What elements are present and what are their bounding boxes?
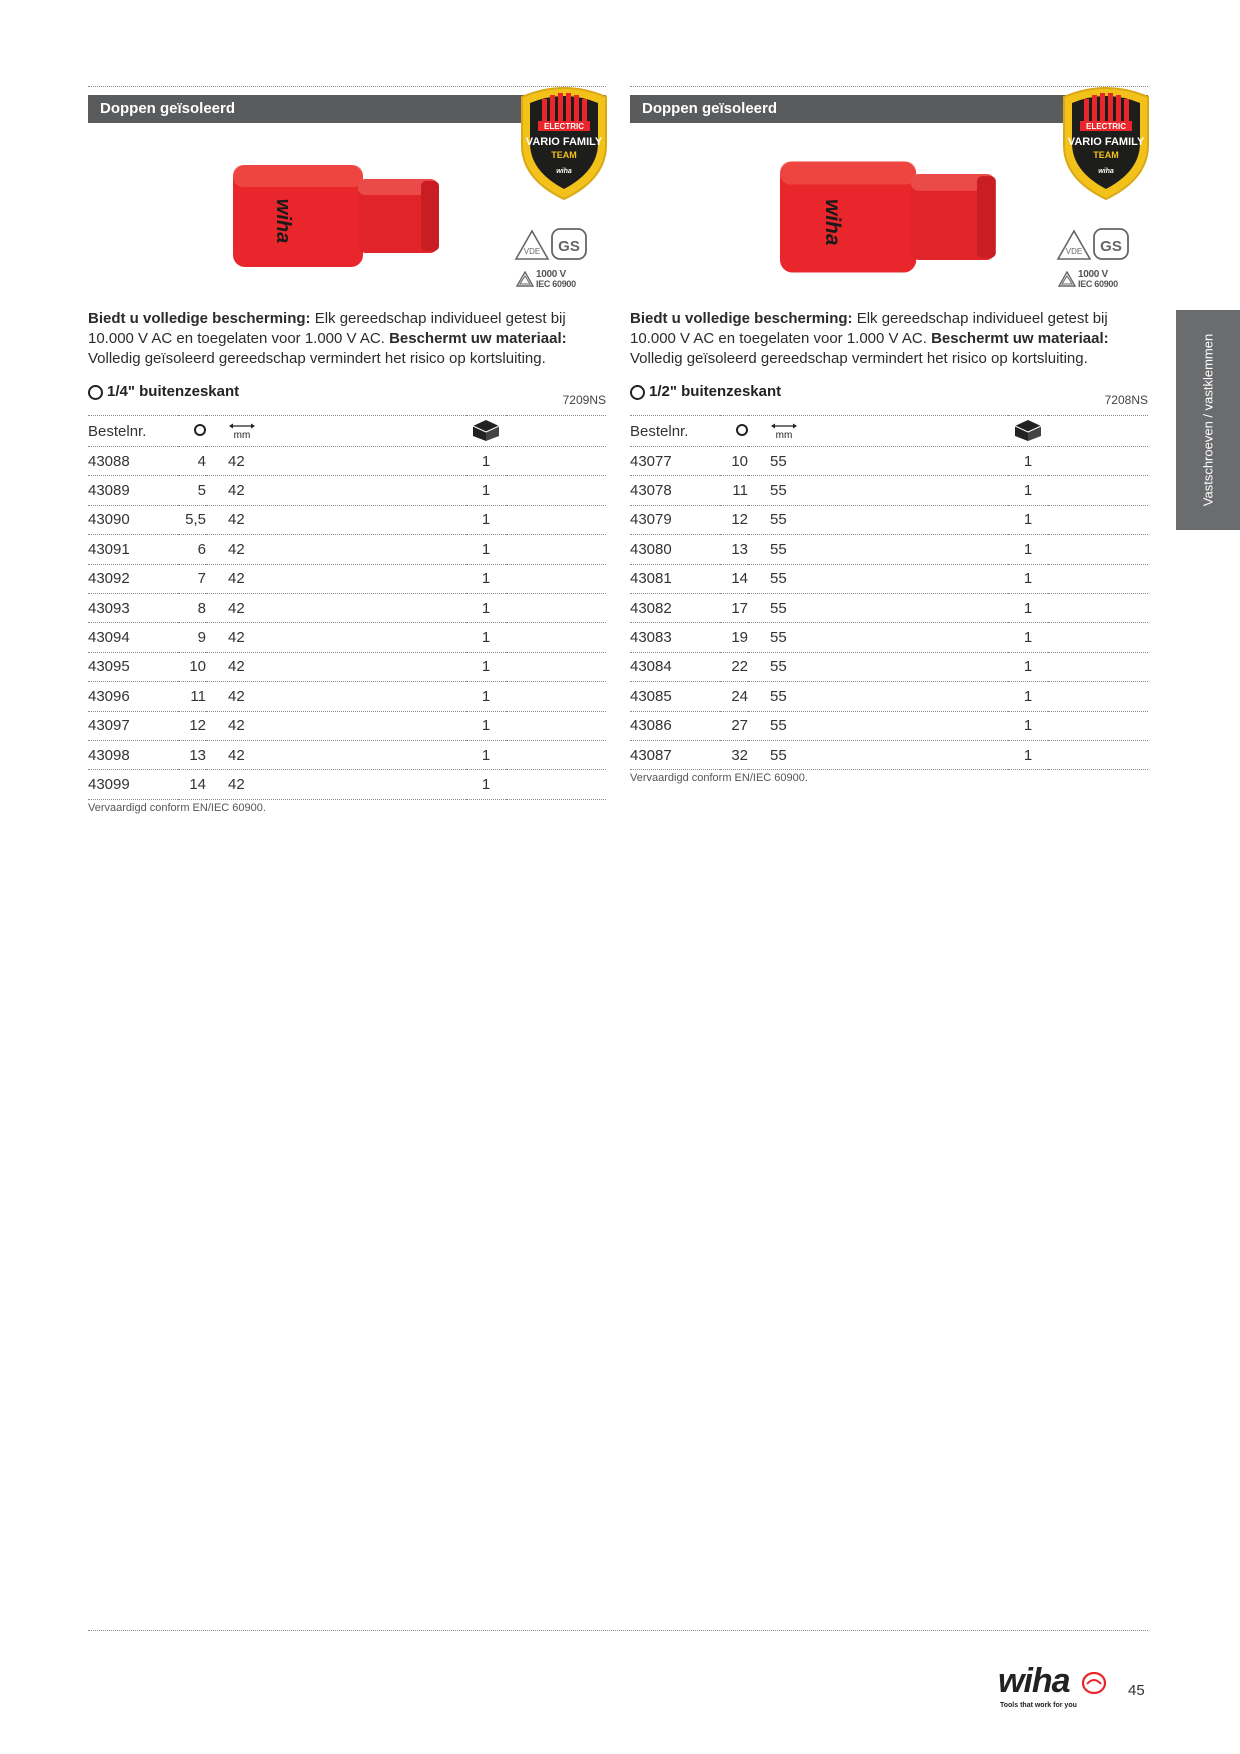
socket-size-icon	[194, 424, 206, 436]
socket-brand-text: wiha	[821, 198, 845, 246]
table-row: 43094 9 42 1	[88, 623, 606, 652]
order-number-header: Bestelnr.	[630, 416, 720, 447]
table-row: 43086 27 55 1	[630, 711, 1148, 740]
logo-tagline: Tools that work for you	[1000, 1702, 1077, 1709]
insulated-socket-image	[233, 161, 443, 271]
order-table	[630, 415, 1148, 770]
svg-text:wiha: wiha	[1098, 168, 1114, 175]
table-row: 43085 24 55 1	[630, 682, 1148, 711]
svg-text:GS: GS	[558, 238, 580, 255]
electric-vario-family-team-badge	[1054, 83, 1158, 203]
table-row: 43096 11 42 1	[88, 682, 606, 711]
table-row: 43095 10 42 1	[88, 652, 606, 681]
svg-text:TEAM: TEAM	[1093, 150, 1119, 160]
pack-header	[1008, 416, 1048, 447]
socket-size-icon	[736, 424, 748, 436]
table-row: 43081 14 55 1	[630, 564, 1148, 593]
table-row: 43092 7 42 1	[88, 564, 606, 593]
insulated-socket-image	[780, 157, 1000, 277]
table-header-row	[88, 416, 606, 447]
socket-circle-icon	[630, 385, 645, 400]
order-table	[88, 415, 606, 800]
variant-title: 1/2" buitenzeskant	[649, 383, 782, 400]
svg-text:VARIO FAMILY: VARIO FAMILY	[525, 136, 603, 148]
section-header: Doppen geïsoleerd	[630, 95, 1148, 123]
section-header: Doppen geïsoleerd	[88, 95, 606, 123]
right-column	[630, 86, 1148, 784]
svg-text:ELECTRIC: ELECTRIC	[1086, 122, 1126, 131]
voltage-triangle-icon	[516, 271, 534, 287]
svg-text:wiha: wiha	[556, 168, 572, 175]
table-row: 43083 19 55 1	[630, 623, 1148, 652]
vde-gs-icon	[1054, 223, 1132, 269]
variant-title: 1/4" buitenzeskant	[107, 383, 240, 400]
table-row: 43078 11 55 1	[630, 476, 1148, 505]
wiha-logo	[998, 1662, 1110, 1716]
logo-emblem-icon	[1082, 1672, 1106, 1694]
package-box-icon	[1011, 416, 1045, 442]
svg-text:VDE: VDE	[523, 247, 541, 256]
length-header	[206, 416, 466, 447]
table-row: 43098 13 42 1	[88, 740, 606, 769]
certification-marks: VDE GS 1000 V IEC 60900	[512, 223, 590, 291]
chapter-side-tab	[1176, 310, 1240, 530]
svg-text:GS: GS	[1100, 238, 1122, 255]
table-row: 43090 5,5 42 1	[88, 505, 606, 534]
table-row: 43099 14 42 1	[88, 770, 606, 799]
socket-brand-text: wiha	[272, 198, 294, 244]
size-header	[720, 416, 748, 447]
length-header	[748, 416, 1008, 447]
variant-subheading	[630, 381, 1148, 415]
table-header-row	[630, 416, 1148, 447]
article-code: 7208NS	[1104, 393, 1148, 407]
length-arrow-icon	[770, 422, 798, 440]
svg-text:mm: mm	[233, 430, 251, 441]
certification-marks: VDE GS 1000 V IEC 60900	[1054, 223, 1132, 291]
variant-subheading	[88, 381, 606, 415]
product-description: Biedt u volledige bescherming: Elk gereedschap individueel getest bij 10.000 V AC en toegelaten voor 1.000 V AC. Beschermt uw materiaal: Volledig geïsoleerd gereedschap vermindert het risico op kortsluiting.	[630, 310, 1109, 367]
pack-header	[466, 416, 506, 447]
chapter-label: Vastschroeven / vastklemmen	[1200, 333, 1216, 507]
article-code: 7209NS	[562, 393, 606, 407]
table-row: 43093 8 42 1	[88, 593, 606, 622]
bottom-divider	[88, 1630, 1148, 1631]
electric-vario-family-team-badge	[512, 83, 616, 203]
page-number: 45	[1128, 1682, 1145, 1699]
product-photo	[630, 123, 1148, 303]
table-row: 43087 32 55 1	[630, 740, 1148, 769]
length-arrow-icon	[228, 422, 256, 440]
svg-text:VARIO FAMILY: VARIO FAMILY	[1067, 136, 1145, 148]
product-description: Biedt u volledige bescherming: Elk gereedschap individueel getest bij 10.000 V AC en toegelaten voor 1.000 V AC. Beschermt uw materiaal: Volledig geïsoleerd gereedschap vermindert het risico op kortsluiting.	[88, 310, 567, 367]
table-row: 43079 12 55 1	[630, 505, 1148, 534]
package-box-icon	[469, 416, 503, 442]
svg-text:ELECTRIC: ELECTRIC	[544, 122, 584, 131]
table-row: 43091 6 42 1	[88, 535, 606, 564]
table-row: 43080 13 55 1	[630, 535, 1148, 564]
voltage-triangle-icon	[1058, 271, 1076, 287]
svg-text:mm: mm	[775, 430, 793, 441]
table-row: 43084 22 55 1	[630, 652, 1148, 681]
vde-gs-icon	[512, 223, 590, 269]
table-row: 43089 5 42 1	[88, 476, 606, 505]
svg-text:TEAM: TEAM	[551, 150, 577, 160]
size-header	[178, 416, 206, 447]
footnote: Vervaardigd conform EN/IEC 60900.	[88, 801, 266, 814]
table-row: 43097 12 42 1	[88, 711, 606, 740]
table-row: 43077 10 55 1	[630, 447, 1148, 476]
order-number-header: Bestelnr.	[88, 416, 178, 447]
left-column	[88, 86, 606, 814]
socket-circle-icon	[88, 385, 103, 400]
logo-wordmark: wiha	[998, 1662, 1070, 1700]
svg-text:VDE: VDE	[1065, 247, 1083, 256]
table-row: 43088 4 42 1	[88, 447, 606, 476]
table-row: 43082 17 55 1	[630, 593, 1148, 622]
footnote: Vervaardigd conform EN/IEC 60900.	[630, 772, 808, 785]
product-photo	[88, 123, 606, 303]
